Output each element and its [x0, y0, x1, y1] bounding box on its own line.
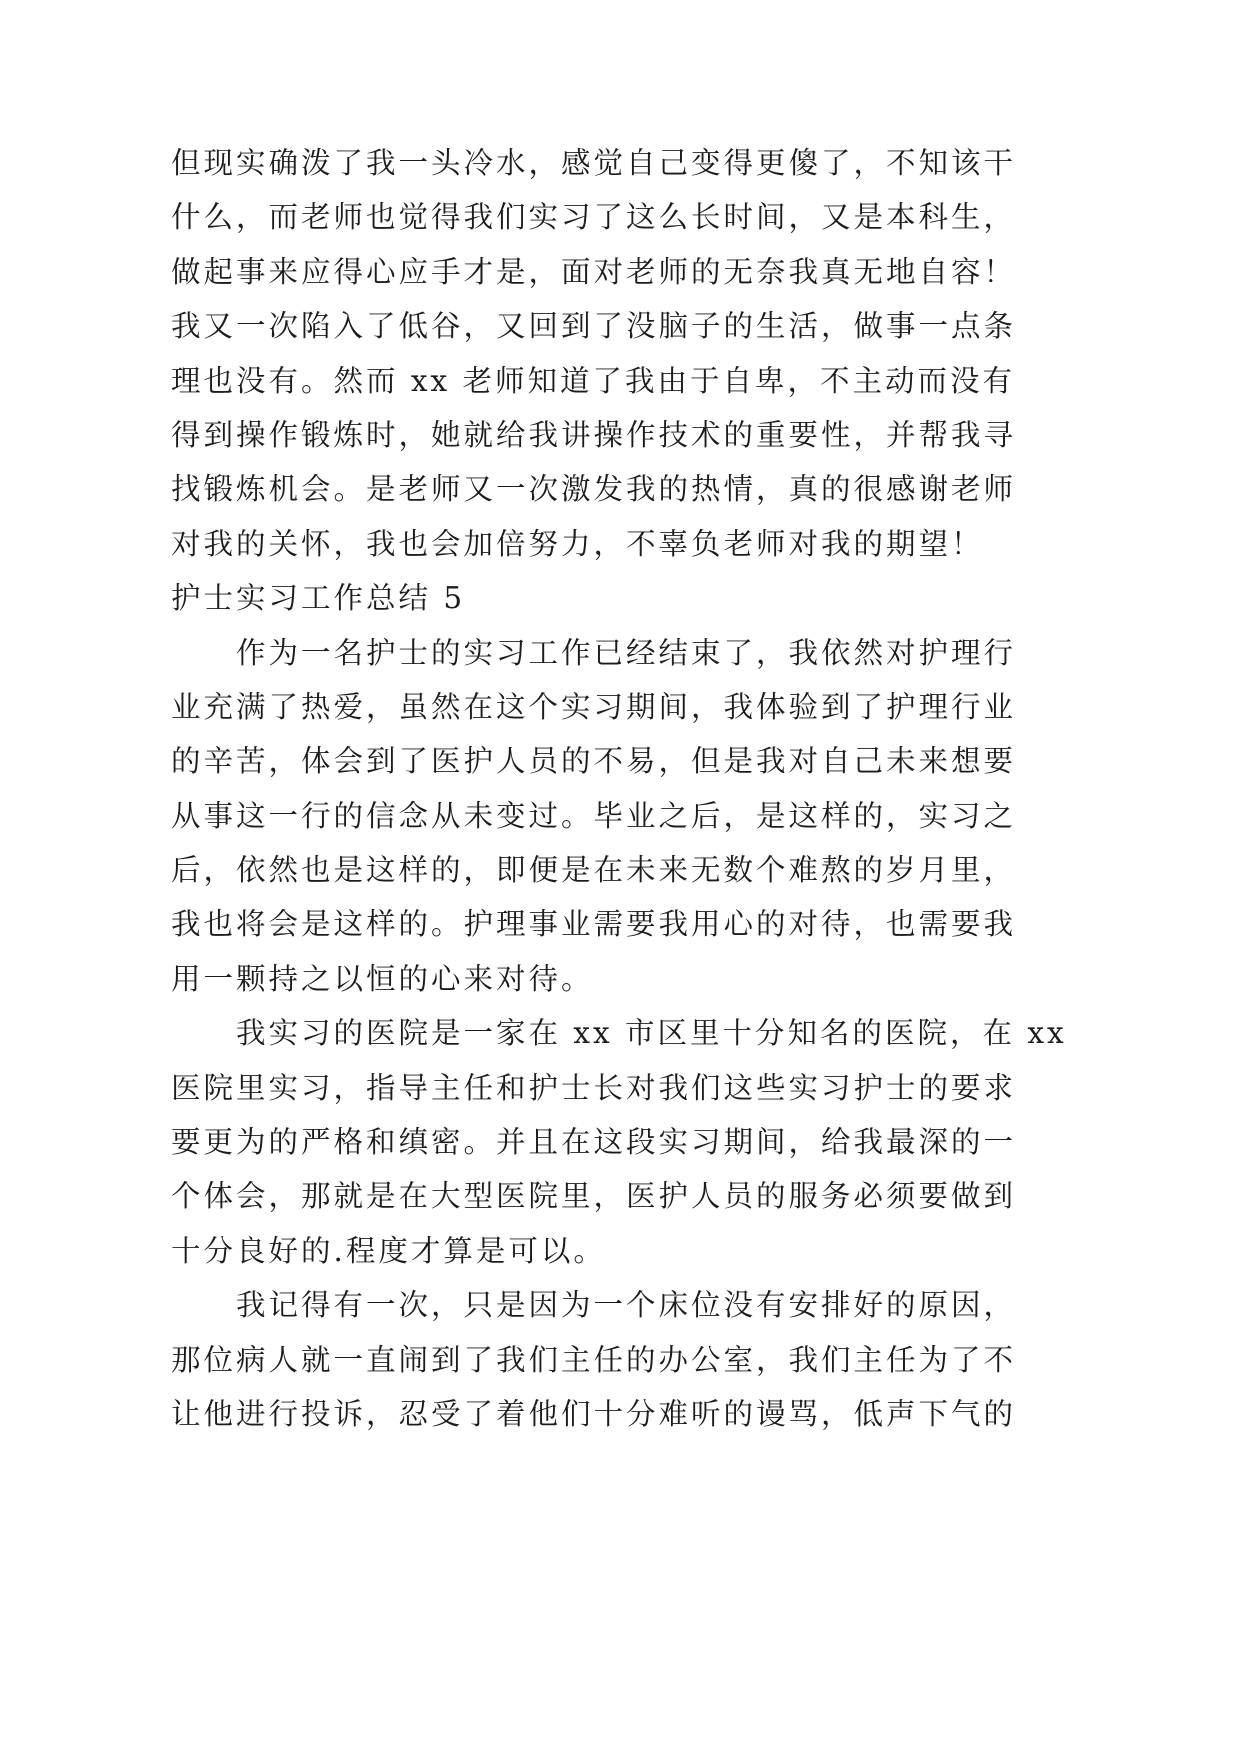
section-heading: 护士实习工作总结 5	[171, 581, 466, 616]
text-line: 用一颗持之以恒的心来对待。	[171, 961, 594, 996]
text-line: 做起事来应得心应手才是，面对老师的无奈我真无地自容！	[171, 254, 1017, 289]
text-line: 医院里实习，指导主任和护士长对我们这些实习护士的要求	[171, 1070, 1017, 1105]
text-line: 对我的关怀，我也会加倍努力，不辜负老师对我的期望！	[171, 526, 984, 561]
text-line: 要更为的严格和缜密。并且在这段实习期间，给我最深的一	[171, 1125, 1017, 1160]
text-line: 我记得有一次，只是因为一个床位没有安排好的原因，	[171, 1288, 1017, 1323]
document-body	[171, 136, 1067, 1441]
text-line: 从事这一行的信念从未变过。毕业之后，是这样的，实习之	[171, 798, 1017, 833]
text-line: 我也将会是这样的。护理事业需要我用心的对待，也需要我	[171, 907, 1017, 942]
text-line: 理也没有。然而 xx 老师知道了我由于自卑，不主动而没有	[171, 363, 1016, 398]
text-line: 但现实确泼了我一头冷水，感觉自己变得更傻了，不知该干	[171, 146, 1017, 180]
text-line: 个体会，那就是在大型医院里，医护人员的服务必须要做到	[171, 1179, 1017, 1214]
text-line: 得到操作锻炼时，她就给我讲操作技术的重要性，并帮我寻	[171, 417, 1017, 452]
text-line: 我实习的医院是一家在 xx 市区里十分知名的医院，在 xx	[171, 1016, 1067, 1051]
text-line: 作为一名护士的实习工作已经结束了，我依然对护理行	[171, 635, 1017, 670]
text-line: 业充满了热爱，虽然在这个实习期间，我体验到了护理行业	[171, 689, 1017, 724]
text-line: 我又一次陷入了低谷，又回到了没脑子的生活，做事一点条	[171, 309, 1017, 344]
text-line: 十分良好的.程度才算是可以。	[171, 1233, 606, 1268]
text-line: 找锻炼机会。是老师又一次激发我的热情，真的很感谢老师	[171, 472, 1017, 507]
text-line: 什么，而老师也觉得我们实习了这么长时间，又是本科生，	[171, 200, 1017, 235]
text-line: 让他进行投诉，忍受了着他们十分难听的谩骂，低声下气的	[171, 1396, 1017, 1431]
text-line: 的辛苦，体会到了医护人员的不易，但是我对自己未来想要	[171, 744, 1017, 779]
text-line: 那位病人就一直闹到了我们主任的办公室，我们主任为了不	[171, 1342, 1017, 1377]
text-line: 后，依然也是这样的，即便是在未来无数个难熬的岁月里，	[171, 853, 1017, 888]
